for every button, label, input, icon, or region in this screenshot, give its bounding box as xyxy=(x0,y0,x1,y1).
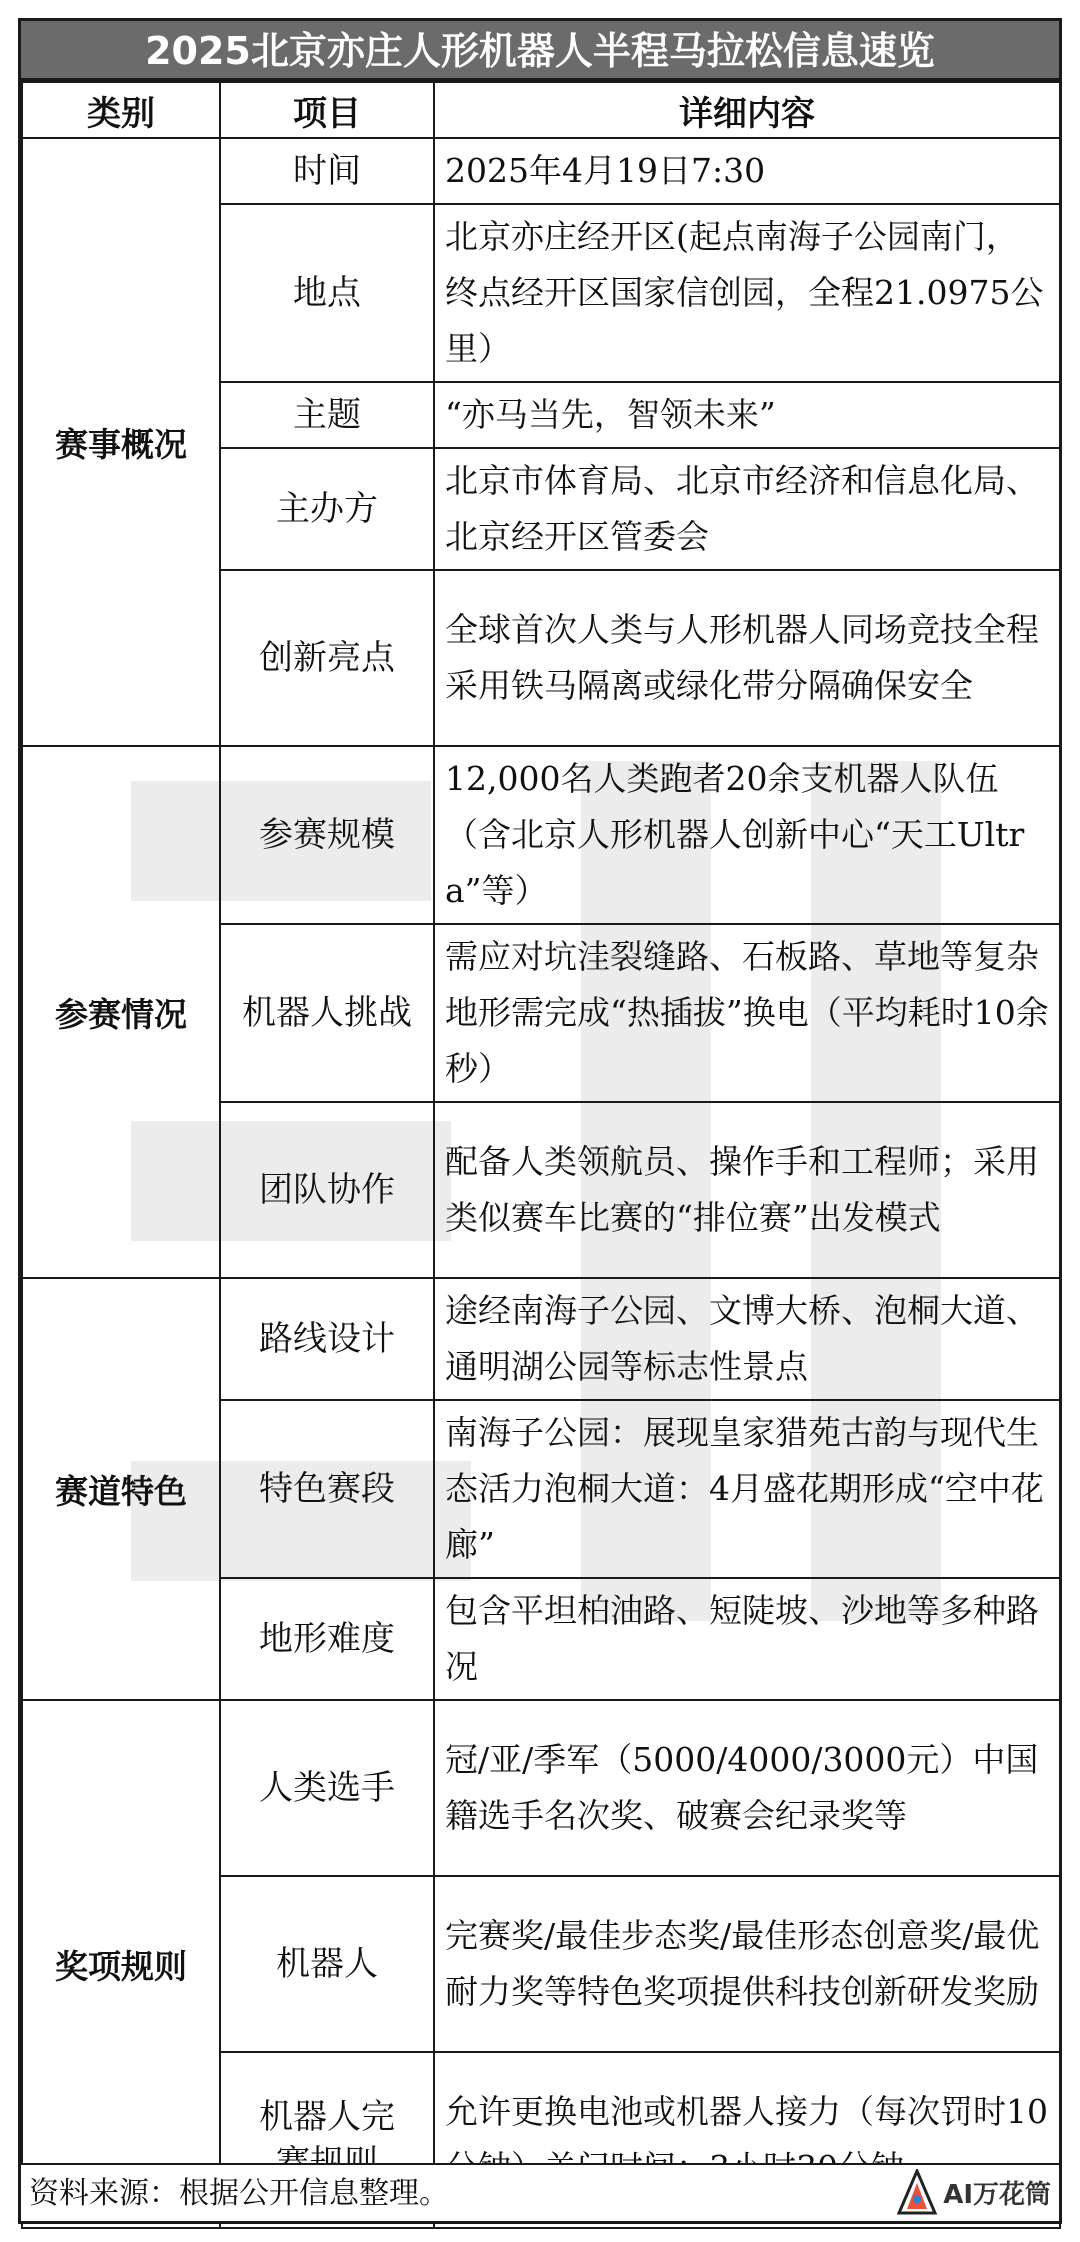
category-cell: 赛事概况 xyxy=(22,138,220,746)
detail-cell: 途经南海子公园、文博大桥、泡桐大道、通明湖公园等标志性景点 xyxy=(434,1278,1060,1400)
item-cell: 主办方 xyxy=(220,448,434,570)
item-cell: 时间 xyxy=(220,138,434,204)
item-cell: 参赛规模 xyxy=(220,746,434,924)
item-cell: 路线设计 xyxy=(220,1278,434,1400)
detail-cell: 北京市体育局、北京市经济和信息化局、北京经开区管委会 xyxy=(434,448,1060,570)
item-cell: 地点 xyxy=(220,204,434,382)
info-table xyxy=(21,81,1061,2229)
category-cell: 参赛情况 xyxy=(22,746,220,1278)
item-cell: 机器人挑战 xyxy=(220,924,434,1102)
logo-text: AI万花筒 xyxy=(943,2179,1051,2210)
brand-logo xyxy=(897,2169,1051,2215)
item-cell: 特色赛段 xyxy=(220,1400,434,1578)
header-category: 类别 xyxy=(22,82,220,138)
detail-cell: 需应对坑洼裂缝路、石板路、草地等复杂地形需完成“热插拔”换电（平均耗时10余秒） xyxy=(434,924,1060,1102)
detail-cell: 2025年4月19日7:30 xyxy=(434,138,1060,204)
table-row xyxy=(22,1700,1060,1876)
item-cell: 机器人完 xyxy=(220,2052,434,2228)
kaleidoscope-icon xyxy=(897,2169,937,2215)
detail-cell: 南海子公园：展现皇家猎苑古韵与现代生态活力泡桐大道：4月盛花期形成“空中花廊” xyxy=(434,1400,1060,1578)
detail-cell: “亦马当先，智领未来” xyxy=(434,382,1060,448)
detail-cell: 北京亦庄经开区(起点南海子公园南门，终点经开区国家信创园，全程21.0975公里） xyxy=(434,204,1060,382)
table-row xyxy=(22,138,1060,204)
item-cell: 地形难度 xyxy=(220,1578,434,1700)
header-item: 项目 xyxy=(220,82,434,138)
detail-cell: 全球首次人类与人形机器人同场竞技全程采用铁马隔离或绿化带分隔确保安全 xyxy=(434,570,1060,746)
detail-cell: 包含平坦柏油路、短陡坡、沙地等多种路况 xyxy=(434,1578,1060,1700)
item-cell: 团队协作 xyxy=(220,1102,434,1278)
page-title: 2025北京亦庄人形机器人半程马拉松信息速览 xyxy=(21,21,1059,81)
category-cell: 赛道特色 xyxy=(22,1278,220,1700)
table-row xyxy=(22,746,1060,924)
detail-cell: 完赛奖/最佳步态奖/最佳形态创意奖/最优耐力奖等特色奖项提供科技创新研发奖励 xyxy=(434,1876,1060,2052)
detail-cell: 配备人类领航员、操作手和工程师；采用类似赛车比赛的“排位赛”出发模式 xyxy=(434,1102,1060,1278)
header-detail: 详细内容 xyxy=(434,82,1060,138)
detail-cell: 冠/亚/季军（5000/4000/3000元）中国籍选手名次奖、破赛会纪录奖等 xyxy=(434,1700,1060,1876)
item-cell: 创新亮点 xyxy=(220,570,434,746)
detail-cell: 允许更换电池或机器人接力（每次罚时10 xyxy=(434,2052,1060,2228)
item-cell: 机器人 xyxy=(220,1876,434,2052)
infographic-frame xyxy=(18,18,1062,2224)
category-cell: 奖项规则 xyxy=(22,1700,220,2228)
item-cell: 主题 xyxy=(220,382,434,448)
item-cell: 人类选手 xyxy=(220,1700,434,1876)
table-header-row xyxy=(22,82,1060,138)
table-row xyxy=(22,1278,1060,1400)
source-text: 资料来源：根据公开信息整理。 xyxy=(29,2176,449,2211)
detail-cell: 12,000名人类跑者20余支机器人队伍（含北京人形机器人创新中心“天工Ultra”等） xyxy=(434,746,1060,924)
